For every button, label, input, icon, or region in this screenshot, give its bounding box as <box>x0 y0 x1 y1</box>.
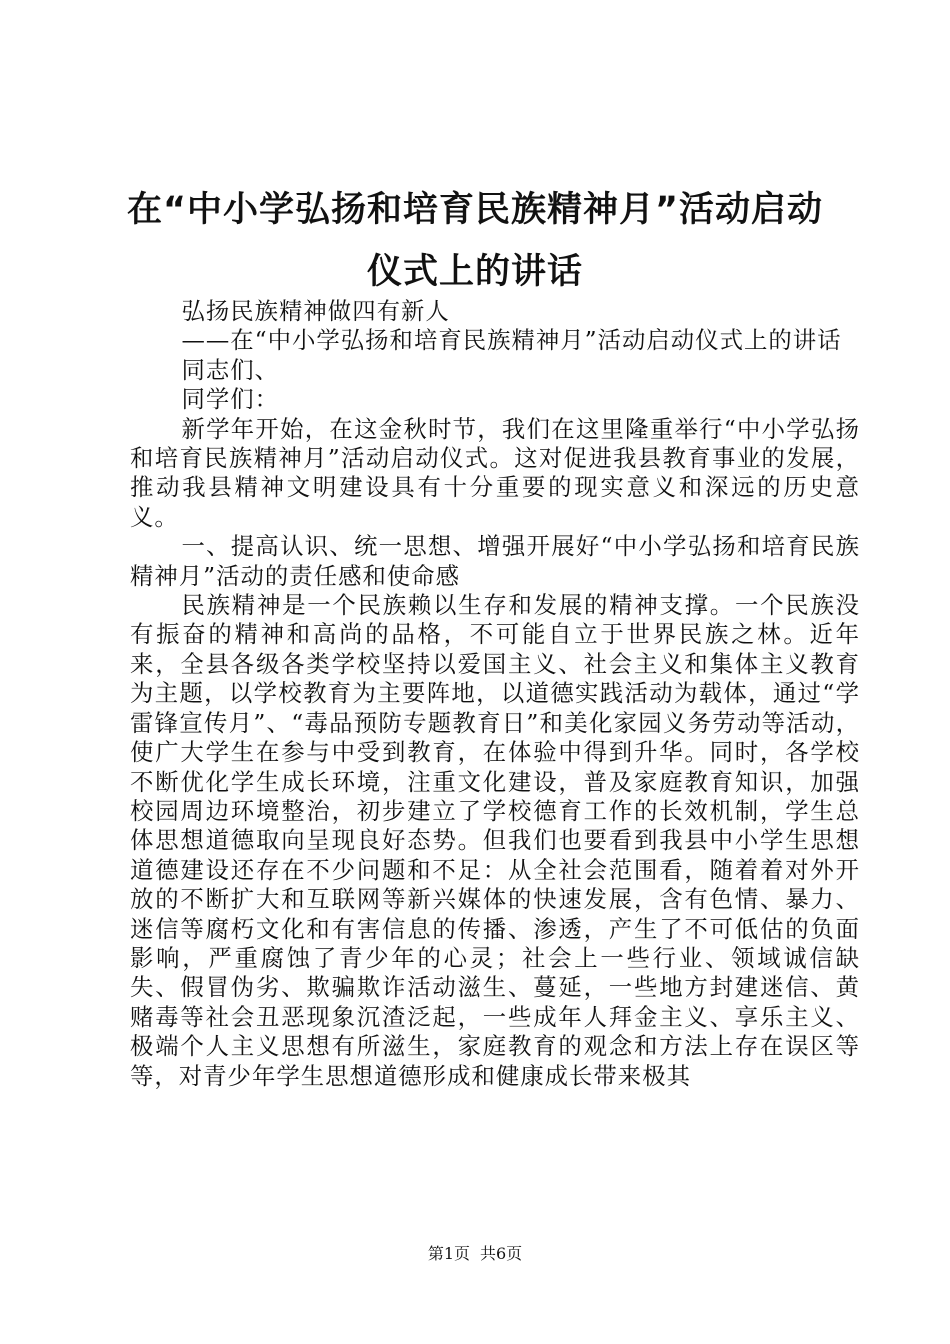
page-total: 共6页 <box>480 1244 523 1263</box>
document-title-line1: 在“中小学弘扬和培育民族精神月”活动启动 <box>126 190 823 230</box>
body-paragraph: 民族精神是一个民族赖以生存和发展的精神支撑。一个民族没有振奋的精神和高尚的品格，不可能自立于世界民族之林。近年来，全县各级各类学校坚持以爱国主义、社会主义和集体主义教育为主题，以学校教育为主要阵地，以道德实践活动为载体，通过“学雷锋宣传月”、“毒品预防专题教育日”和美化家园义务劳动等活动，使广大学生在参与中受到教育，在体验中得到升华。同时，各学校不断优化学生成长环境，注重文化建设，普及家庭教育知识，加强校园周边环境整治，初步建立了学校德育工作的长效机制，学生总体思想道德取向呈现良好态势。但我们也要看到我县中小学生思想道德建设还存在不少问题和不足：从全社会范围看，随着着对外开放的不断扩大和互联网等新兴媒体的快速发展，含有色情、暴力、迷信等腐朽文化和有害信息的传播、渗透，产生了不可低估的负面影响，严重腐蚀了青少年的心灵；社会上一些行业、领域诚信缺失、假冒伪劣、欺骗欺诈活动滋生、蔓延，一些地方封建迷信、黄赌毒等社会丑恶现象沉渣泛起，一些成年人拜金主义、享乐主义、极端个人主义思想有所滋生，家庭教育的观念和方法上存在误区等等，对青少年学生思想道德形成和健康成长带来极其 <box>130 591 860 1090</box>
document-body <box>130 297 860 1091</box>
section-heading: 一、提高认识、统一思想、增强开展好“中小学弘扬和培育民族精神月”活动的责任感和使命感 <box>130 532 860 590</box>
page-number: 第1页 <box>427 1244 470 1263</box>
page-footer <box>0 1244 950 1264</box>
subtitle-paragraph: 弘扬民族精神做四有新人 <box>181 297 450 325</box>
document-title-line2: 仪式上的讲话 <box>366 252 583 292</box>
subtitle-dash-paragraph: ——在“中小学弘扬和培育民族精神月”活动启动仪式上的讲话 <box>181 326 842 355</box>
body-paragraph: 新学年开始，在这金秋时节，我们在这里隆重举行“中小学弘扬和培育民族精神月”活动启动仪式。这对促进我县教育事业的发展，推动我县精神文明建设具有十分重要的现实意义和深远的历史意义。 <box>130 414 860 531</box>
salutation-students: 同学们： <box>181 385 280 414</box>
salutation-comrades: 同志们、 <box>181 355 280 384</box>
